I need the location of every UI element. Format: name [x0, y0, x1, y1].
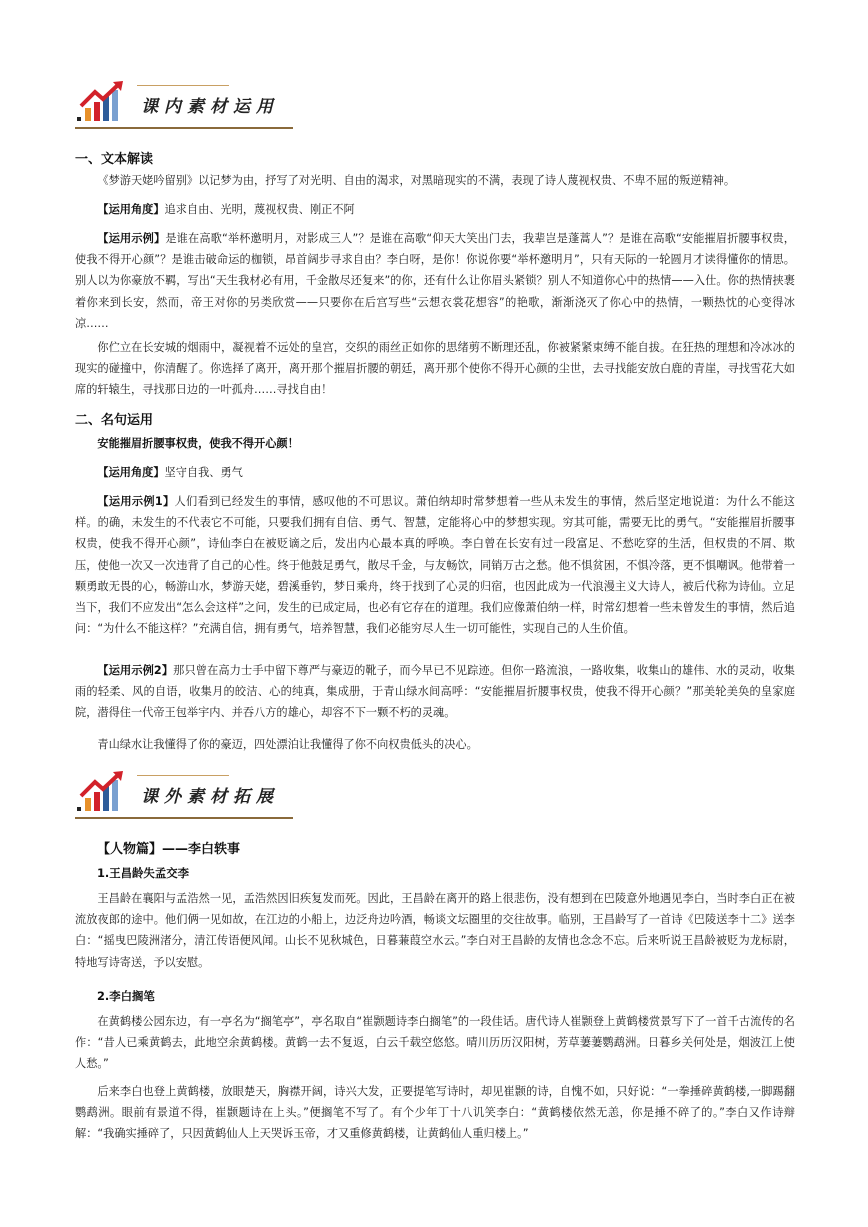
trend-chart-icon — [75, 80, 127, 126]
paragraph: 你伫立在长安城的烟雨中，凝视着不远处的皇宫，交织的雨丝正如你的思绪剪不断理还乱，你被紧紧束缚不能自拔。在狂热的理想和冷冰冰的现实的碰撞中，你清醒了。你选择了离开，离开那个摧眉折腰的朝廷，离开那个使你不得开心颜的尘世，去寻找能安放白鹿的青崖，寻找雪花大如席的轩辕生，寻找那日边的一叶孤舟……寻找自由！ — [75, 341, 795, 397]
angle-text: 坚守自我、勇气 — [164, 466, 243, 479]
paragraph — [75, 199, 795, 220]
paragraph — [75, 433, 795, 454]
label-angle: 【运用角度】 — [97, 466, 165, 479]
label-example: 【运用示例】 — [97, 232, 166, 245]
paragraph — [75, 462, 795, 483]
paragraph: 青山绿水让我懂得了你的豪迈，四处漂泊让我懂得了你不向权贵低头的决心。 — [97, 738, 478, 751]
section-banner-extra — [75, 770, 295, 820]
section-banner-in-class — [75, 80, 295, 130]
label-example-1: 【运用示例1】 — [97, 495, 175, 508]
paragraph — [75, 660, 795, 724]
trend-chart-icon — [75, 770, 127, 816]
label-angle: 【运用角度】 — [97, 203, 165, 216]
banner-bottom-line — [75, 127, 293, 129]
banner-title: 课内素材运用 — [141, 97, 279, 117]
section-heading: 【人物篇】——李白轶事 — [97, 842, 241, 857]
example-text: 人们看到已经发生的事情，感叹他的不可思议。萧伯纳却时常梦想着一些从未发生的事情，然后坚定地说道：为什么不能这样。的确，未发生的不代表它不可能，只要我们拥有自信、勇气、智慧，定能将心中的梦想实现。穷其可能，需要无比的勇气。“安能摧眉折腰事权贵，使我不得开心颜”，诗仙李白在被贬谪之后，发出内心最本真的呼唤。李白曾在长安有过一段富足、不愁吃穿的生活，但权贵的不屑、欺压，使他一次又一次违背了自己的心性。终于他鼓足勇气，散尽千金，与友畅饮，同销万古之愁。他不惧贫困，不惧冷落，更不惧嘲讽。他带着一颗勇敢无畏的心，畅游山水，梦游天姥，碧溪垂钓，梦日乘舟，终于找到了心灵的归宿，也因此成为一代浪漫主义大诗人，被后代称为诗仙。立足当下，我们不应发出“怎么会这样”之问，发生的已成定局，也必有它存在的道理。我们应像萧伯纳一样，时常幻想着一些未曾发生的事情，然后追问：“为什么不能这样？”充满自信，拥有勇气，培养智慧，我们必能穷尽人生一切可能性，实现自己的人生价值。 — [75, 495, 795, 636]
banner-top-line — [137, 85, 229, 86]
paragraph — [75, 228, 795, 334]
section-heading: 一、文本解读 — [75, 152, 154, 167]
label-example-2: 【运用示例2】 — [97, 664, 174, 677]
section-heading: 二、名句运用 — [75, 413, 154, 428]
example-text: 那只曾在高力士手中留下尊严与豪迈的靴子，而今早已不见踪迹。但你一路流浪，一路收集，收集山的雄伟、水的灵动，收集雨的轻柔、风的自语，收集月的皎洁、心的纯真，集成册，于青山绿水间高呼：“安能摧眉折腰事权贵，使我不得开心颜？”那美轮美奂的皇家庭院，潜得住一代帝王包举宇内、并吞八方的雄心，却容不下一颗不朽的灵魂。 — [75, 664, 795, 720]
subheading: 1.王昌龄失孟交李 — [97, 866, 189, 880]
banner-title: 课外素材拓展 — [141, 787, 279, 807]
banner-bottom-line — [75, 817, 293, 819]
subheading: 2.李白搁笔 — [97, 989, 155, 1003]
banner-top-line — [137, 775, 229, 776]
paragraph: 王昌龄在襄阳与孟浩然一见，孟浩然因旧疾复发而死。因此，王昌龄在离开的路上很悲伤，没有想到在巴陵意外地遇见李白，当时李白正在被流放夜郎的途中。他们俩一见如故，在江边的小船上，边泛舟边吟酒，畅谈文坛圈里的交往故事。临别，王昌龄写了一首诗《巴陵送李十二》送李白：“摇曳巴陵洲渚分，清江传语便风闻。山长不见秋城色，日暮蒹葭空水云。”李白对王昌龄的友情也念念不忘。后来听说王昌龄被贬为龙标尉，特地写诗寄送，予以安慰。 — [75, 892, 795, 969]
paragraph: 后来李白也登上黄鹤楼，放眼楚天，胸襟开阔，诗兴大发，正要提笔写诗时，却见崔颢的诗，自愧不如，只好说：“一拳捶碎黄鹤楼,一脚踢翻鹦鹉洲。眼前有景道不得，崔颢题诗在上头。”便搁笔不写了。有个少年丁十八讥笑李白：“黄鹤楼依然无恙，你是捶不碎了的。”李白又作诗辩解：“我确实捶碎了，只因黄鹤仙人上天哭诉玉帝，才又重修黄鹤楼，让黄鹤仙人重归楼上。” — [75, 1085, 795, 1141]
paragraph: 在黄鹤楼公园东边，有一亭名为“搁笔亭”，亭名取自“崔颢题诗李白搁笔”的一段佳话。唐代诗人崔颢登上黄鹤楼赏景写下了一首千古流传的名作：“昔人已乘黄鹤去，此地空余黄鹤楼。黄鹤一去不复返，白云千载空悠悠。晴川历历汉阳树，芳草萋萋鹦鹉洲。日暮乡关何处是，烟波江上使人愁。” — [75, 1015, 795, 1071]
paragraph — [75, 491, 795, 639]
paragraph: 《梦游天姥吟留别》以记梦为由，抒写了对光明、自由的渴求，对黑暗现实的不满，表现了诗人蔑视权贵、不卑不屈的叛逆精神。 — [97, 174, 736, 187]
example-text: 是谁在高歌“举杯邀明月，对影成三人”？是谁在高歌“仰天大笑出门去，我辈岂是蓬蒿人”？是谁在高歌“安能摧眉折腰事权贵，使我不得开心颜”？是谁击破命运的枷锁，昂首阔步寻求自由？李白呀，是你！你说你要“举杯邀明月”，只有天际的一轮圆月才读得懂你的情思。别人以为你豪放不羁，写出“天生我材必有用，千金散尽还复来”的你，还有什么让你眉头紧锁？别人不知道你心中的热情——入仕。你的热情挟裹着你来到长安，然而，帝王对你的另类欣赏——只要你在后宫写些“云想衣裳花想容”的艳歌，渐渐浇灭了你心中的热情，一颗热忱的心变得冰凉…… — [75, 232, 795, 330]
famous-quote: 安能摧眉折腰事权贵，使我不得开心颜！ — [97, 437, 299, 450]
angle-text: 追求自由、光明，蔑视权贵、刚正不阿 — [164, 203, 355, 216]
